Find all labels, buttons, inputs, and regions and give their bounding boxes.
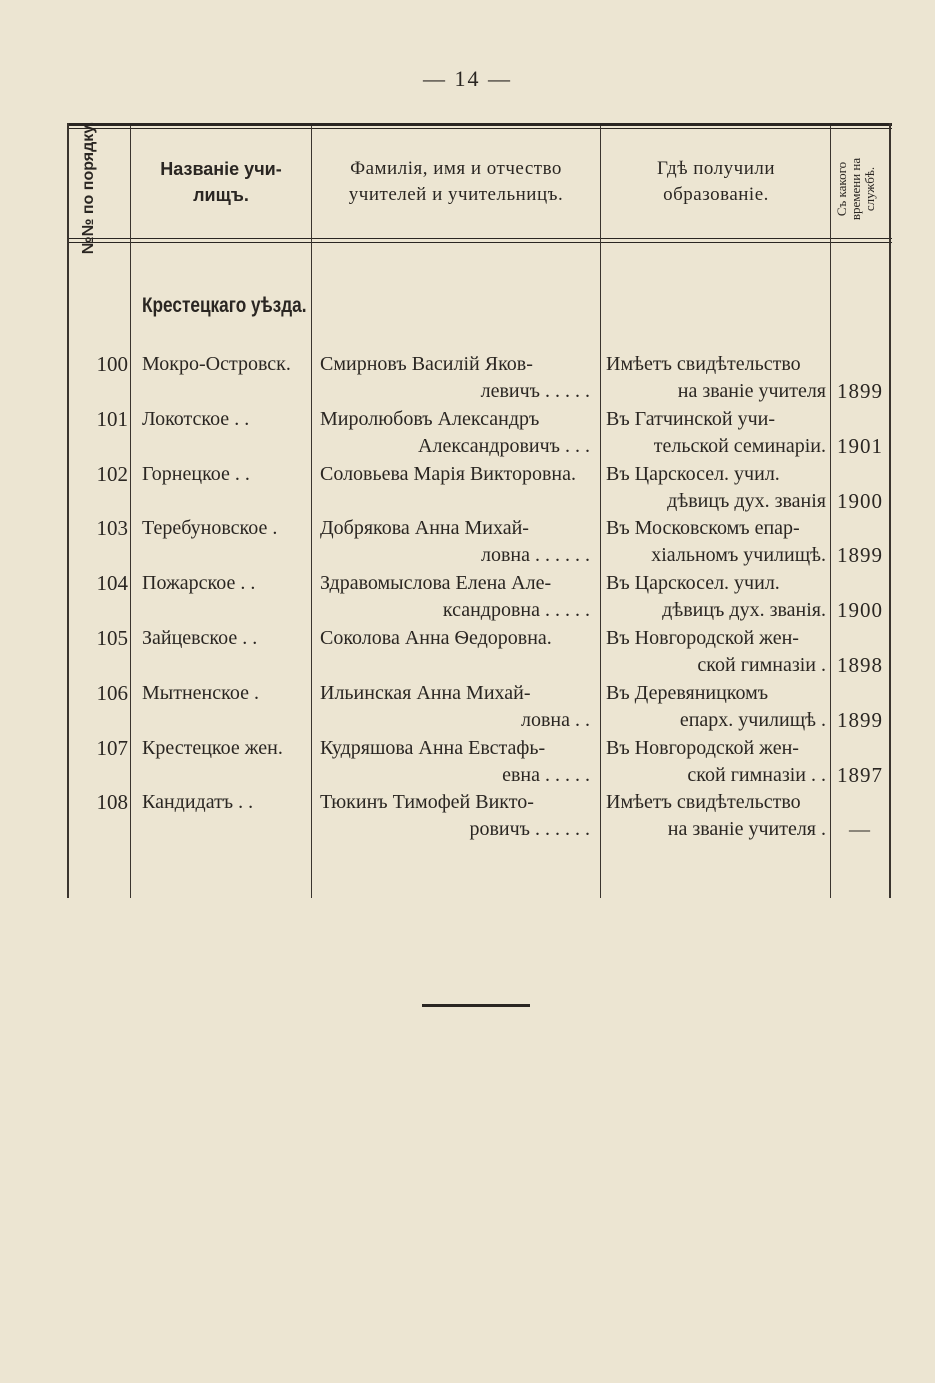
education-line: Имѣетъ свидѣтельство	[606, 353, 801, 375]
service-year: 1899	[837, 379, 883, 403]
teacher-name-line: Здравомыслова Елена Але-	[320, 572, 552, 595]
education-line: тельской семинаріи.	[653, 434, 826, 457]
row-number: 103	[96, 516, 128, 541]
header-number	[80, 118, 120, 258]
service-year: 1899	[837, 543, 883, 568]
school-name: Кандидатъ . .	[142, 791, 254, 814]
education-line: Въ Деревяницкомъ	[606, 681, 769, 704]
education-line: Въ Новгородской жен-	[606, 736, 799, 759]
education-line: Въ Московскомъ епар-	[606, 517, 800, 540]
service-year: 1898	[837, 653, 883, 677]
row-number: 105	[96, 626, 128, 650]
teacher-name-line: ровичъ . . . . . .	[469, 818, 590, 841]
teacher-name-line: евна . . . . .	[502, 763, 590, 786]
teacher-name-line: Кудряшова Анна Евстафь-	[320, 736, 546, 759]
education-line: Въ Царскосел. учил.	[606, 572, 780, 595]
row-number: 100	[96, 352, 128, 376]
teacher-name-line: Добрякова Анна Михай-	[320, 517, 529, 540]
education-line: ской гимназіи .	[697, 654, 826, 676]
teacher-name-line: ловна . .	[520, 708, 590, 731]
header-teacher-line: учителей и учительницъ.	[348, 184, 564, 205]
row-number: 104	[96, 571, 128, 596]
header-school-line: лищъ.	[193, 185, 249, 205]
teacher-name-line: левичъ . . . . .	[480, 380, 590, 402]
district-heading: Крестецкаго уѣзда.	[142, 294, 307, 317]
education-line: Въ Гатчинской учи-	[606, 407, 776, 430]
header-since	[835, 144, 885, 234]
table-top-rule	[67, 123, 892, 126]
teacher-name-line: Миролюбовъ Александръ	[320, 407, 540, 430]
school-name: Мокро-Островск.	[142, 353, 291, 375]
service-year: —	[849, 817, 871, 842]
teacher-name-line: ловна . . . . . .	[480, 544, 590, 567]
education-line: дѣвицъ дух. званія	[667, 489, 826, 512]
school-name: Мытненское .	[142, 681, 259, 704]
education-line: хіальномъ училищѣ.	[651, 544, 826, 567]
row-number: 101	[96, 406, 128, 431]
header-bottom-rule	[67, 238, 892, 239]
teacher-name-line: Смирновъ Василій Яков-	[320, 353, 533, 375]
service-year: 1901	[837, 433, 883, 458]
header-since-line: времени на	[848, 157, 863, 221]
bottom-rule	[422, 1004, 530, 1007]
column-divider	[830, 126, 831, 898]
teacher-name-line: Соловьева Марія Викторовна.	[320, 462, 576, 485]
column-divider	[130, 126, 131, 898]
teacher-name-line: Ильинская Анна Михай-	[320, 681, 531, 704]
teacher-name-line: ксандровна . . . . .	[442, 599, 590, 622]
header-education	[604, 156, 828, 208]
education-line: на званіе учителя .	[667, 818, 826, 841]
page-number: — 14 —	[423, 66, 512, 91]
row-number: 102	[96, 461, 128, 486]
column-divider	[67, 123, 69, 898]
header-bottom-rule-2	[67, 242, 892, 243]
school-name: Теребуновское .	[142, 517, 278, 540]
header-education-line: образованіе.	[663, 184, 769, 205]
school-name: Локотское . .	[142, 407, 250, 430]
service-year: 1897	[837, 762, 883, 787]
school-name: Зайцевское . .	[142, 627, 258, 649]
header-education-line: Гдѣ получили	[656, 158, 776, 179]
header-school	[136, 156, 306, 208]
service-year: 1900	[837, 598, 883, 623]
service-year: 1899	[837, 707, 883, 732]
header-teacher	[314, 156, 598, 208]
header-since-line: Съ какого	[834, 161, 849, 217]
education-line: епарх. училищѣ .	[679, 708, 826, 731]
service-year: 1900	[837, 488, 883, 513]
row-number: 106	[96, 680, 128, 705]
header-school-line: Названіе учи-	[160, 159, 282, 179]
education-line: Въ Царскосел. учил.	[606, 462, 780, 485]
school-name: Пожарское . .	[142, 572, 256, 595]
education-line: на званіе учителя	[677, 380, 826, 402]
school-name: Горнецкое . .	[142, 462, 250, 485]
header-since-line: службѣ.	[862, 166, 877, 212]
teacher-name-line: Тюкинъ Тимофей Викто-	[320, 791, 534, 814]
school-name: Крестецкое жен.	[142, 736, 283, 759]
education-line: Имѣетъ свидѣтельство	[606, 791, 801, 814]
education-line: Въ Новгородской жен-	[606, 627, 799, 649]
education-line: ской гимназіи . .	[687, 763, 826, 786]
column-divider	[889, 123, 891, 898]
row-number: 107	[96, 735, 128, 760]
column-divider	[311, 126, 312, 898]
header-teacher-line: Фамилія, имя и отчество	[350, 158, 562, 179]
teacher-name-line: Соколова Анна Ѳедоровна.	[320, 627, 552, 649]
teacher-name-line: Александровичъ . . .	[418, 434, 590, 457]
table-top-rule-thin	[67, 128, 892, 129]
header-number-text: №№ по порядку.	[80, 121, 97, 255]
column-divider	[600, 126, 601, 898]
education-line: дѣвицъ дух. званія.	[662, 599, 826, 622]
row-number: 108	[96, 790, 128, 815]
